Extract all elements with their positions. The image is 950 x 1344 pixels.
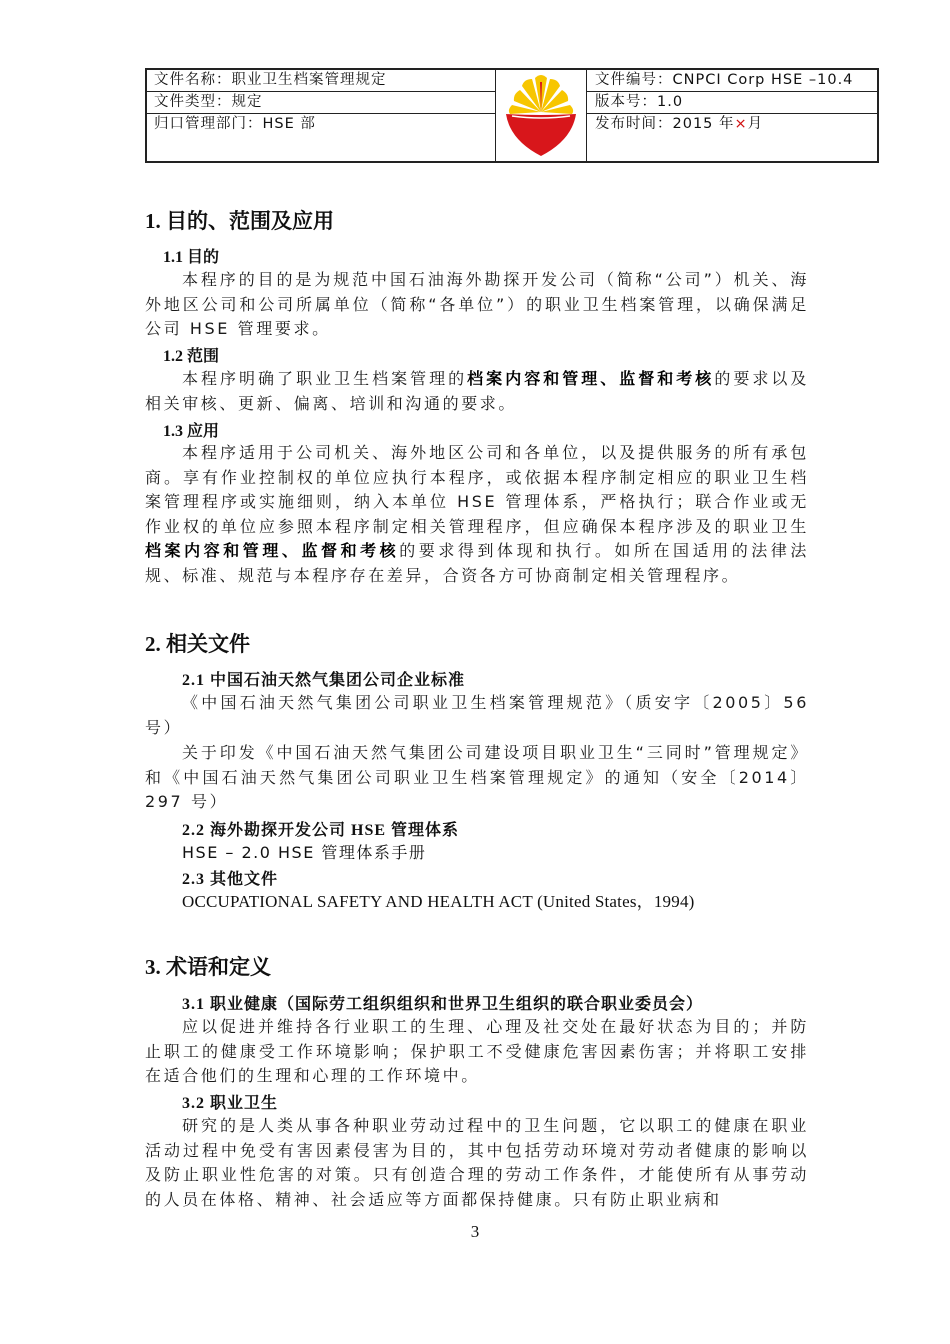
page-number: 3 bbox=[470, 1222, 480, 1241]
file-number: 文件编号：CNPCI Corp HSE –10.4 bbox=[595, 72, 854, 88]
section-1-3-text: 本程序适用于公司机关、海外地区公司和各单位，以及提供服务的所有承包商。享有作业控制权的单位应执行本程序，或依据本程序制定相应的职业卫生档案管理程序或实施细则，纳入本单位 HSE 管理体系，严格执行；联合作业或无作业权的单位应参照本程序制定相关管理程序，但应确保本程序涉及的职业卫生档案内容和管理、监督和考核的要求得到体现和执行。如所在国适用的法律法规、标准、规范与本程序存在差异，合资各方可协商制定相关管理程序。 bbox=[145, 443, 809, 585]
section-2-title: 2. 相关文件 bbox=[145, 632, 250, 656]
department: 归口管理部门：HSE 部 bbox=[154, 116, 316, 132]
section-1-1-title: 1.1 目的 bbox=[163, 249, 220, 266]
file-type: 文件类型：规定 bbox=[154, 94, 263, 110]
cnpc-logo-icon bbox=[498, 70, 584, 158]
file-name: 文件名称：职业卫生档案管理规定 bbox=[154, 72, 387, 88]
section-3-2-text: 研究的是人类从事各种职业劳动过程中的卫生问题，它以职工的健康在职业活动过程中免受有害因素侵害为目的，其中包括劳动环境对劳动者健康的影响以及防止职业性危害的对策。只有创造合理的劳动工作条件，才能使所有从事劳动的人员在体格、精神、社会适应等方面都保持健康。只有防止职业病和 bbox=[145, 1116, 809, 1209]
version: 版本号：1.0 bbox=[595, 94, 684, 110]
section-2-2-item-1: HSE – 2.0 HSE 管理体系手册 bbox=[182, 843, 427, 862]
section-1-2-text: 本程序明确了职业卫生档案管理的档案内容和管理、监督和考核的要求以及相关审核、更新、偏离、培训和沟通的要求。 bbox=[145, 369, 809, 413]
section-2-1-item-2: 关于印发《中国石油天然气集团公司建设项目职业卫生“三同时”管理规定》和《中国石油天然气集团公司职业卫生档案管理规定》的通知（安全〔2014〕297 号） bbox=[145, 743, 809, 812]
section-3-1-text: 应以促进并维持各行业职工的生理、心理及社交处在最好状态为目的；并防止职工的健康受工作环境影响；保护职工不受健康危害因素伤害；并将职工安排在适合他们的生理和心理的工作环境中。 bbox=[145, 1017, 809, 1086]
publish-date: 发布时间：2015 年×月 bbox=[595, 116, 764, 132]
section-2-1-item-1: 《中国石油天然气集团公司职业卫生档案管理规范》（质安字〔2005〕56号） bbox=[145, 693, 809, 737]
section-2-3-title: 2.3 其他文件 bbox=[182, 871, 279, 888]
section-3-2-title: 3.2 职业卫生 bbox=[182, 1095, 279, 1112]
section-1-2-title: 1.2 范围 bbox=[163, 348, 220, 365]
section-3-title: 3. 术语和定义 bbox=[145, 955, 271, 979]
section-1-title: 1. 目的、范围及应用 bbox=[145, 209, 334, 233]
section-3-1-title: 3.1 职业健康（国际劳工组织组织和世界卫生组织的联合职业委员会） bbox=[182, 996, 704, 1013]
section-2-3-item-1: OCCUPATIONAL SAFETY AND HEALTH ACT (United States，1994) bbox=[182, 892, 695, 911]
section-1-3-title: 1.3 应用 bbox=[163, 423, 220, 440]
section-2-1-title: 2.1 中国石油天然气集团公司企业标准 bbox=[182, 672, 466, 689]
section-1-1-text: 本程序的目的是为规范中国石油海外勘探开发公司（简称“公司”）机关、海外地区公司和公司所属单位（简称“各单位”）的职业卫生档案管理，以确保满足公司 HSE 管理要求。 bbox=[145, 270, 809, 339]
section-2-2-title: 2.2 海外勘探开发公司 HSE 管理体系 bbox=[182, 822, 460, 839]
